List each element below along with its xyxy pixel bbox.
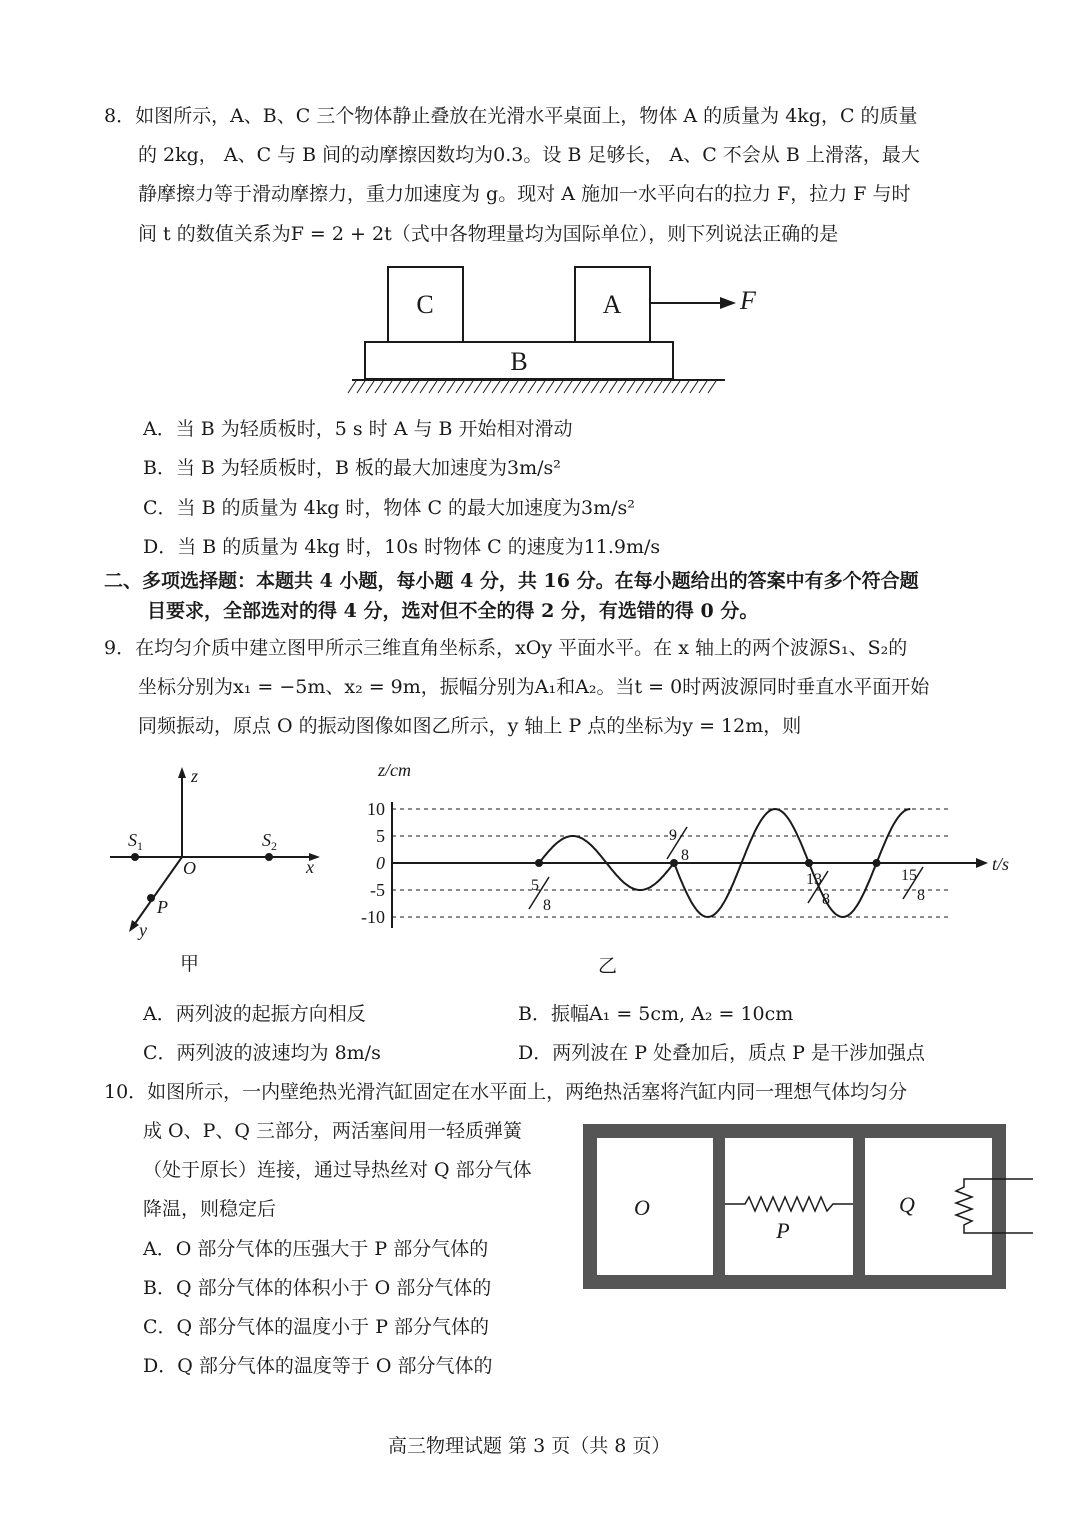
q8-option-d: D．当 B 的质量为 4kg 时，10s 时物体 C 的速度为11.9m/s [143, 536, 661, 558]
tick-denominator: 8 [543, 897, 551, 914]
fig-yi-caption: 乙 [598, 956, 618, 977]
section2-heading-line-2: 目要求，全部选对的得 4 分，选对但不全的得 2 分，有选错的得 0 分。 [147, 600, 759, 622]
p-label: P [157, 897, 168, 917]
q10-stem-line-2: 成 O、P、Q 三部分，两活塞间用一轻质弹簧 [143, 1120, 523, 1142]
chart-y-tick-label: 5 [376, 826, 385, 846]
tick-numerator: 13 [806, 871, 822, 888]
q9-stem-line-2: 坐标分别为x₁ = −5m、x₂ = 9m，振幅分别为A₁和A₂。当t = 0时两波源同时垂直水平面开始 [138, 676, 930, 698]
q8-option-c: C．当 B 的质量为 4kg 时，物体 C 的最大加速度为3m/s² [143, 497, 635, 519]
board-b-label: B [510, 347, 528, 376]
tick-denominator: 8 [822, 891, 830, 908]
q8-option-a: A．当 B 为轻质板时，5 s 时 A 与 B 开始相对滑动 [143, 418, 573, 440]
block-c-label: C [416, 290, 434, 319]
y-axis-label: y [139, 920, 147, 940]
chart-y-tick-label: -5 [370, 880, 385, 900]
chart-y-tick-label: -10 [361, 907, 385, 927]
q9-option-a: A．两列波的起振方向相反 [143, 1003, 366, 1025]
q10-option-b: B．Q 部分气体的体积小于 O 部分气体的 [143, 1277, 492, 1299]
chart-y-tick-label: 10 [367, 799, 385, 819]
q8-stem-line-3: 静摩擦力等于滑动摩擦力，重力加速度为 g。现对 A 施加一水平向右的拉力 F，拉力 F 与时 [138, 183, 911, 205]
q9-option-c: C．两列波的波速均为 8m/s [143, 1042, 381, 1064]
q9-stem-line-3: 同频振动，原点 O 的振动图像如图乙所示，y 轴上 P 点的坐标为y = 12m，则 [138, 715, 802, 737]
s1-label: $S_1$ [128, 830, 143, 853]
q10-stem-line-3: （处于原长）连接，通过导热丝对 Q 部分气体 [143, 1159, 532, 1181]
q8-stem-line-1: 8．如图所示，A、B、C 三个物体静止叠放在光滑水平桌面上，物体 A 的质量为 4kg，C 的质量 [104, 105, 918, 127]
piston-right [853, 1138, 865, 1275]
s2-label: $S_2$ [262, 830, 277, 853]
tick-numerator: 9 [669, 827, 677, 844]
region-p-label: P [776, 1218, 790, 1243]
piston-left [713, 1138, 725, 1275]
fig-jia-caption: 甲 [180, 954, 200, 975]
z-axis-label: z [191, 766, 199, 786]
q8-option-b: B．当 B 为轻质板时，B 板的最大加速度为3m/s² [143, 457, 561, 479]
tick-denominator: 8 [681, 847, 689, 864]
origin-label: O [183, 858, 196, 878]
q10-option-a: A．O 部分气体的压强大于 P 部分气体的 [143, 1238, 489, 1260]
chart-y-tick-label: 0 [376, 853, 385, 873]
x-axis-label: x [306, 857, 314, 877]
q9-option-d: D．两列波在 P 处叠加后，质点 P 是干涉加强点 [518, 1042, 925, 1064]
q9-option-b: B．振幅A₁ = 5cm, A₂ = 10cm [518, 1003, 794, 1025]
region-o-label: O [634, 1195, 650, 1220]
chart-x-axis-label: t/s [992, 854, 1010, 874]
q10-option-d: D．Q 部分气体的温度等于 O 部分气体的 [143, 1355, 493, 1377]
chart-y-axis-label: z/cm [378, 760, 411, 780]
q8-stem-line-2: 的 2kg， A、C 与 B 间的动摩擦因数均为0.3。设 B 足够长， A、C 不会从 B 上滑落，最大 [138, 144, 920, 166]
q9-stem-line-1: 9．在均匀介质中建立图甲所示三维直角坐标系，xOy 平面水平。在 x 轴上的两个波源S₁、S₂的 [104, 637, 908, 659]
block-a-label: A [602, 290, 622, 319]
q10-option-c: C．Q 部分气体的温度小于 P 部分气体的 [143, 1316, 490, 1338]
q8-stem-line-4: 间 t 的数值关系为F = 2 + 2t（式中各物理量均为国际单位），则下列说法正确的是 [138, 223, 839, 245]
section2-heading-line-1: 二、多项选择题：本题共 4 小题，每小题 4 分，共 16 分。在每小题给出的答案中有多个符合题 [104, 570, 919, 592]
page-footer: 高三物理试题 第 3 页（共 8 页） [388, 1435, 671, 1457]
q10-stem-line-4: 降温，则稳定后 [143, 1198, 277, 1220]
force-label: F [740, 286, 756, 315]
spring [725, 1197, 853, 1211]
tick-numerator: 5 [531, 877, 539, 894]
tick-denominator: 8 [917, 887, 925, 904]
q10-stem-line-1: 10．如图所示，一内壁绝热光滑汽缸固定在水平面上，两绝热活塞将汽缸内同一理想气体均匀分 [104, 1081, 908, 1103]
region-q-label: Q [899, 1192, 915, 1217]
tick-numerator: 15 [901, 867, 917, 884]
